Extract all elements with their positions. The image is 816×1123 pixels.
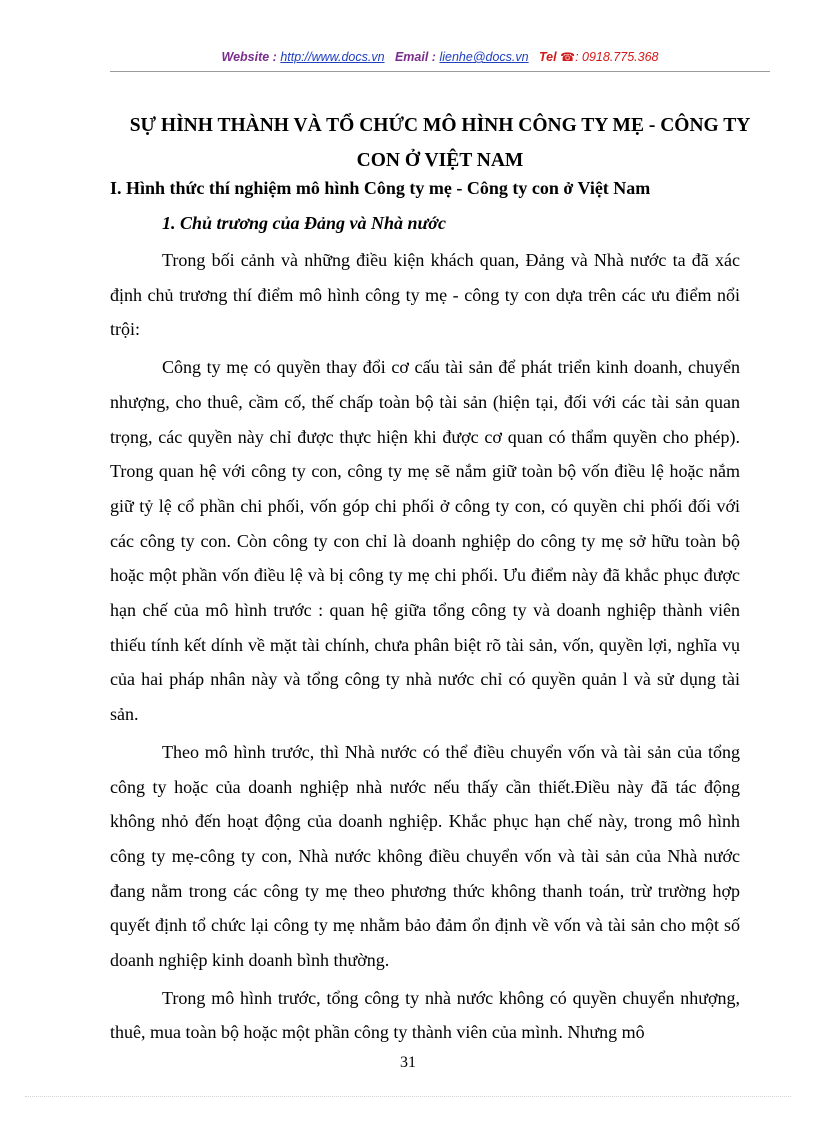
paragraph: Trong bối cảnh và những điều kiện khách quan, Đảng và Nhà nước ta đã xác định chủ trương thí điểm mô hình công ty mẹ - công ty con dựa trên các ưu điểm nổi trội: — [110, 250, 740, 340]
document-title: SỰ HÌNH THÀNH VÀ TỔ CHỨC MÔ HÌNH CÔNG TY MẸ - CÔNG TY CON Ở VIỆT NAM — [129, 115, 751, 171]
phone-number: : 0918.775.368 — [575, 50, 659, 64]
section-heading: I. Hình thức thí nghiệm mô hình Công ty mẹ - Công ty con ở Việt Nam — [110, 178, 651, 198]
phone-icon: ☎ — [560, 50, 576, 64]
paragraph: Công ty mẹ có quyền thay đổi cơ cấu tài sản để phát triển kinh doanh, chuyển nhượng, cho thuê, cầm cố, thế chấp toàn bộ tài sản (hiện tại, đối với các tài sản quan trọng, các quyền này chỉ được thực hiện khi được cơ quan có thẩm quyền cho phép). Trong quan hệ với công ty con, công ty mẹ sẽ nắm giữ toàn bộ vốn điều lệ hoặc nắm giữ tỷ lệ cổ phần chi phối, vốn góp chi phối ở công ty con, có quyền chi phối đối với các công ty con. Còn công ty con chỉ là doanh nghiệp do công ty mẹ sở hữu toàn bộ hoặc một phần vốn điều lệ và bị công ty mẹ chi phối. Ưu điểm này đã khắc phục được hạn chế của mô hình trước : quan hệ giữa tổng công ty và doanh nghiệp thành viên thiếu tính kết dính về mặt tài chính, chưa phân biệt rõ tài sản, vốn, quyền lợi, nghĩa vụ của hai pháp nhân này và tổng công ty nhà nước chỉ có quyền quản l và sử dụng tài sản. — [110, 357, 740, 725]
website-link[interactable]: http://www.docs.vn — [280, 50, 385, 64]
page-header — [110, 50, 770, 70]
email-label: Email : — [394, 50, 436, 64]
website-label: Website : — [221, 50, 277, 64]
paragraph: Trong mô hình trước, tổng công ty nhà nước không có quyền chuyển nhượng, thuê, mua toàn bộ hoặc một phần công ty thành viên của mình. Nhưng mô — [110, 987, 740, 1043]
header-rule — [110, 71, 770, 72]
email-link[interactable]: lienhe@docs.vn — [439, 50, 529, 64]
page-number: 31 — [400, 1054, 416, 1071]
footer-divider — [25, 1096, 791, 1097]
document-body — [110, 243, 740, 1050]
tel-label: Tel ☎: 0918.775.368 — [539, 50, 659, 64]
paragraph: Theo mô hình trước, thì Nhà nước có thể điều chuyển vốn và tài sản của tổng công ty hoặc của doanh nghiệp nhà nước nếu thấy cần thiết.Điều này đã tác động không nhỏ đến hoạt động của doanh nghiệp. Khắc phục hạn chế này, trong mô hình công ty mẹ-công ty con, Nhà nước không điều chuyển vốn và tài sản của Nhà nước đang nằm trong các công ty mẹ theo phương thức không thanh toán, trừ trường hợp quyết định tổ chức lại công ty mẹ nhằm bảo đảm ổn định về vốn và tài sản cho một số doanh nghiệp kinh doanh bình thường. — [110, 741, 740, 971]
subsection-heading: 1. Chủ trương của Đảng và Nhà nước — [162, 213, 446, 233]
